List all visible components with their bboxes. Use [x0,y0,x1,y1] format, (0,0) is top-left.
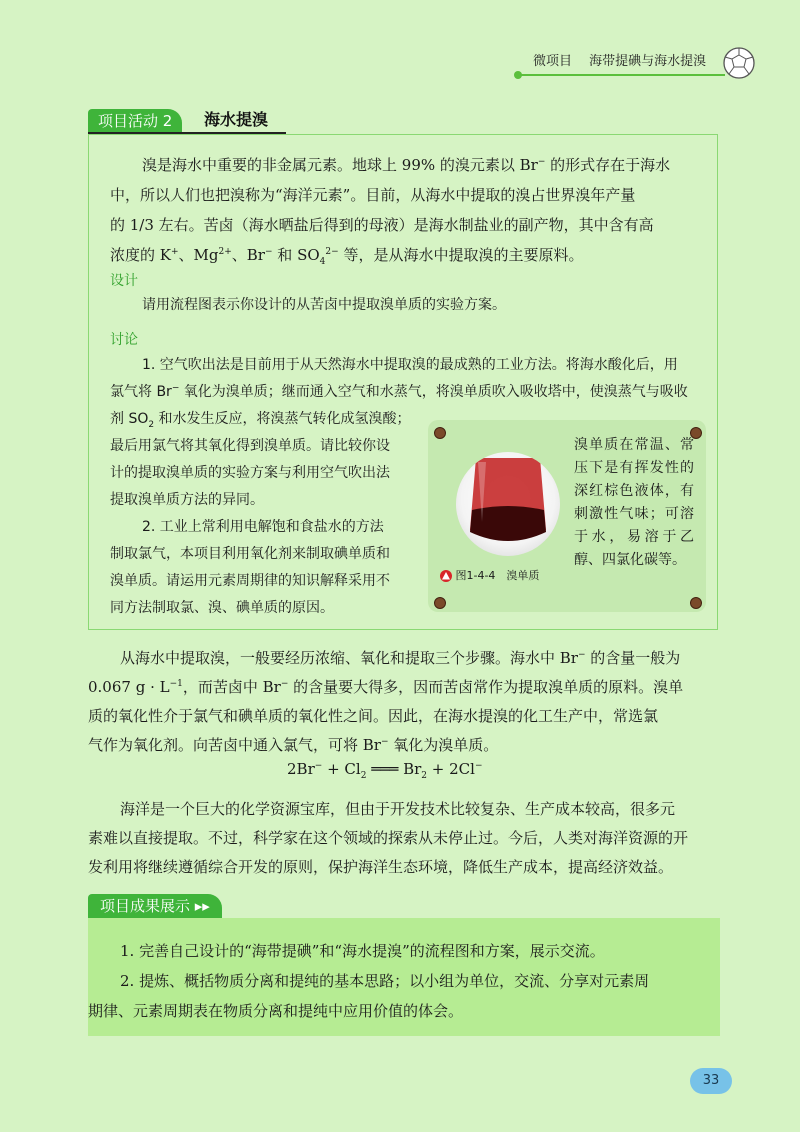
discuss-q2-line-1: 2. 工业上常利用电解饱和食盐水的方法 [142,519,384,535]
header-rule [520,74,725,76]
discuss-label: 讨论 [110,332,138,348]
results-tag: 项目成果展示 ▸▸ [88,894,222,918]
bromine-description: 溴单质在常温、常压下是有挥发性的深红棕色液体，有刺激性气味；可溶于水，易溶于乙醇、四氯化碳等。 [574,437,694,568]
discuss-q1-line-3: 剂 $SO_2$ 和水发生反应，将溴蒸气转化成氢溴酸； [110,411,411,430]
intro-line-3: 的 1/3 左右。苦卤（海水晒盐后得到的母液）是海水制盐业的副产物，其中含有高 [110,216,654,234]
discuss-q2-line-4: 同方法制取氯、溴、碘单质的原因。 [110,600,334,616]
discuss-q1-line-6: 提取溴单质方法的异同。 [110,492,264,508]
intro-line-1: 溴是海水中重要的非金属元素。地球上 99% 的溴元素以 Br− 的形式存在于海水 [142,156,671,174]
rivet-icon [434,597,446,609]
header-title: 海带提碘与海水提溴 [589,54,707,69]
design-label: 设计 [110,273,138,289]
results-item-2-line-1: 2. 提炼、概括物质分离和提纯的基本思路；以小组为单位，交流、分享对元素周 [120,972,650,990]
rivet-icon [434,427,446,439]
discuss-q1-line-1: 1. 空气吹出法是目前用于从天然海水中提取溴的最成熟的工业方法。将海水酸化后，用 [142,357,678,373]
body-p1-line-1: 从海水中提取溴，一般要经历浓缩、氧化和提取三个步骤。海水中 Br− 的含量一般为 [120,649,681,667]
body-p2-line-1: 海洋是一个巨大的化学资源宝库，但由于开发技术比较复杂、生产成本较高，很多元 [120,800,676,818]
running-header [533,50,706,69]
discuss-q1-line-2: 氯气将 Br− 氧化为溴单质；继而通入空气和水蒸气，将溴单质吹入吸收塔中，使溴蒸气与吸收 [110,383,688,400]
body-p2-line-3: 发利用将继续遵循综合开发的原则，保护海洋生态环境，降低生产成本，提高经济效益。 [88,858,674,876]
intro-line-2: 中，所以人们也把溴称为“海洋元素”。目前，从海水中提取的溴占世界溴年产量 [110,186,636,204]
activity-title: 海水提溴 [204,110,269,129]
triangle-marker-icon [440,570,452,582]
fullerene-icon [722,46,756,80]
body-p2-line-2: 素难以直接提取。不过，科学家在这个领域的探索从未停止过。今后，人类对海洋资源的开 [88,829,689,847]
design-text: 请用流程图表示你设计的从苦卤中提取溴单质的实验方案。 [142,297,506,313]
results-item-2-line-2: 期律、元素周期表在物质分离和提纯中应用价值的体会。 [88,1002,464,1020]
header-section: 微项目 [533,54,573,69]
discuss-q1-line-4: 最后用氯气将其氧化得到溴单质。请比较你设 [110,438,390,454]
body-p1-line-3: 质的氧化性介于氯气和碘单质的氧化性之间。因此，在海水提溴的化工生产中，常选氯 [88,707,659,725]
discuss-q2-line-2: 制取氯气，本项目利用氧化剂来制取碘单质和 [110,546,390,562]
page-number: 33 [690,1068,732,1094]
intro-line-4: 浓度的 K+、$Mg^{2+}$、Br− 和 $SO_4^{2-}$ 等，是从海水中提取溴的主要原料。 [110,246,584,267]
body-p1-line-4: 气作为氧化剂。向苦卤中通入氯气，可将 Br− 氧化为溴单质。 [88,736,499,754]
figure-caption: 图1-4-4 溴单质 [440,567,539,583]
discuss-q1-line-5: 计的提取溴单质的实验方案与利用空气吹出法 [110,465,390,481]
discuss-q2-line-3: 溴单质。请运用元素周期律的知识解释采用不 [110,573,390,589]
bromine-equation: $2Br^- + Cl_2$ ═══ $Br_2 + 2Cl^-$ [287,760,483,781]
rivet-icon [690,597,702,609]
bromine-photo [456,452,560,556]
activity-tag: 项目活动 2 [88,109,182,133]
results-item-1: 1. 完善自己设计的“海带提碘”和“海水提溴”的流程图和方案，展示交流。 [120,942,605,960]
body-p1-line-2: 0.067 $g \cdot L^{-1}$，而苦卤中 Br− 的含量要大得多，因而苦卤常作为提取溴单质的原料。溴单 [88,678,684,696]
